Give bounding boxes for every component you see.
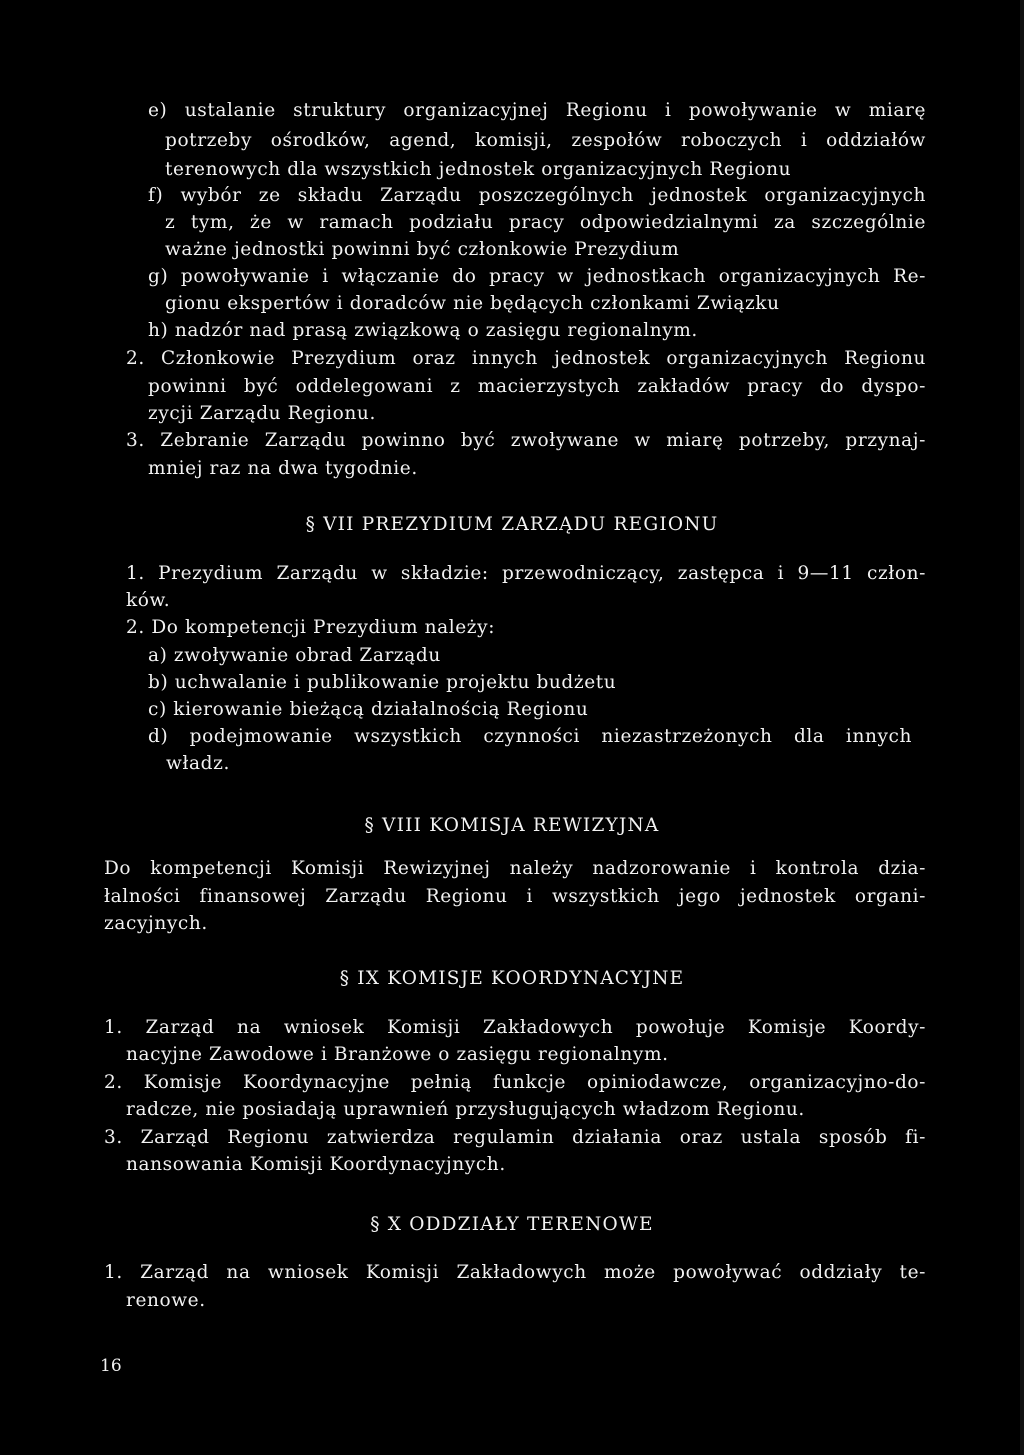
text-line: ważne jednostki powinni być członkowie Prezydium [165,239,680,260]
scan-edge [1020,0,1024,1455]
text-line: d) podejmowanie wszystkich czynności niezastrzeżonych dla innych [148,726,912,747]
text-line: ków. [126,590,171,611]
section-heading-viii: § VIII KOMISJA REWIZYJNA [364,815,660,836]
text-line: władz. [166,753,230,774]
text-line: renowe. [126,1290,206,1311]
text-line: terenowych dla wszystkich jednostek organizacyjnych Regionu [165,159,792,180]
text-line: b) uchwalanie i publikowanie projektu budżetu [148,672,617,693]
text-line: gionu ekspertów i doradców nie będących członkami Związku [165,293,780,314]
text-line: g) powoływanie i włączanie do pracy w jednostkach organizacyjnych Re- [148,266,926,287]
text-line: 1. Zarząd na wniosek Komisji Zakładowych może powoływać oddziały te- [104,1262,926,1283]
text-line: a) zwoływanie obrad Zarządu [148,645,441,666]
text-line: 2. Komisje Koordynacyjne pełnią funkcje opiniodawcze, organizacyjno-do- [104,1072,926,1093]
section-heading-vii: § VII PREZYDIUM ZARZĄDU REGIONU [305,514,719,535]
text-line: 2. Członkowie Prezydium oraz innych jednostek organizacyjnych Regionu [126,348,926,369]
text-line: f) wybór ze składu Zarządu poszczególnych jednostek organizacyjnych [148,185,926,206]
text-line: mniej raz na dwa tygodnie. [148,458,418,479]
section-heading-ix: § IX KOMISJE KOORDYNACYJNE [339,968,685,989]
text-line: 3. Zebranie Zarządu powinno być zwoływane w miarę potrzeby, przynaj- [126,430,926,451]
text-line: nacyjne Zawodowe i Branżowe o zasięgu regionalnym. [126,1044,669,1065]
text-line: radcze, nie posiadają uprawnień przysługujących władzom Regionu. [126,1099,805,1120]
section-heading-x: § X ODDZIAŁY TERENOWE [370,1214,654,1235]
text-line: c) kierowanie bieżącą działalnością Regionu [148,699,589,720]
text-line: 1. Prezydium Zarządu w składzie: przewodniczący, zastępca i 9—11 człon- [126,563,926,584]
text-line: Do kompetencji Komisji Rewizyjnej należy nadzorowanie i kontrola dzia- [104,858,926,879]
text-line: zycji Zarządu Regionu. [148,403,376,424]
page-number: 16 [100,1356,122,1376]
text-line: e) ustalanie struktury organizacyjnej Regionu i powoływanie w miarę [148,100,926,121]
text-line: zacyjnych. [104,913,208,934]
text-line: h) nadzór nad prasą związkową o zasięgu regionalnym. [148,320,698,341]
text-line: 3. Zarząd Regionu zatwierdza regulamin działania oraz ustala sposób fi- [104,1127,926,1148]
text-line: powinni być oddelegowani z macierzystych zakładów pracy do dyspo- [148,376,926,397]
text-line: nansowania Komisji Koordynacyjnych. [126,1154,506,1175]
text-line: z tym, że w ramach podziału pracy odpowiedzialnymi za szczególnie [165,212,926,233]
text-line: łalności finansowej Zarządu Regionu i wszystkich jego jednostek organi- [104,886,926,907]
text-line: 2. Do kompetencji Prezydium należy: [126,617,496,638]
text-line: potrzeby ośrodków, agend, komisji, zespołów roboczych i oddziałów [165,130,926,151]
text-line: 1. Zarząd na wniosek Komisji Zakładowych powołuje Komisje Koordy- [104,1017,926,1038]
